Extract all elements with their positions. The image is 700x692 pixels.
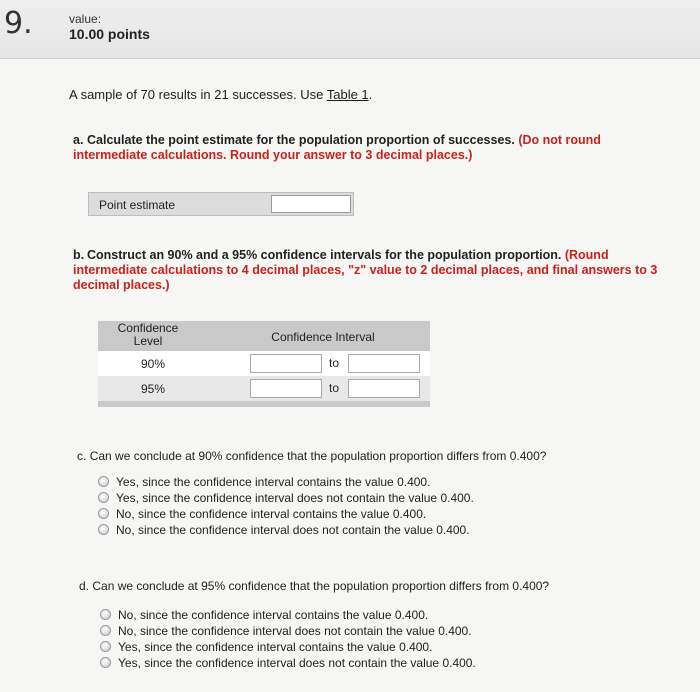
to-label: to xyxy=(329,356,340,370)
intro-text: A sample of 70 results in 21 successes. Use xyxy=(69,87,327,102)
points-value: 10.00 points xyxy=(69,26,150,42)
table-footer xyxy=(98,401,430,407)
radio-button[interactable] xyxy=(100,609,111,620)
question-number: 9. xyxy=(4,6,33,41)
confidence-level-95: 95% xyxy=(140,382,166,396)
header-confidence-level xyxy=(98,322,198,348)
part-d-question: Can we conclude at 95% confidence that the population proportion differs from 0.400? xyxy=(92,579,550,593)
radio-button[interactable] xyxy=(98,476,109,487)
part-c-question: Can we conclude at 90% confidence that the population proportion differs from 0.400? xyxy=(89,449,547,463)
radio-button[interactable] xyxy=(98,508,109,519)
to-label: to xyxy=(329,381,340,395)
part-c-letter: c. xyxy=(77,449,87,463)
intro-suffix: . xyxy=(368,87,373,102)
header-confidence-interval: Confidence Interval xyxy=(271,330,375,344)
radio-button[interactable] xyxy=(98,492,109,503)
question-intro xyxy=(69,87,372,102)
confidence-level-90: 90% xyxy=(140,357,166,371)
value-label: value: xyxy=(69,12,102,26)
part-c-option-4[interactable] xyxy=(98,522,474,538)
part-c-option-1[interactable] xyxy=(98,474,474,490)
option-label: No, since the confidence interval contains the value 0.400. xyxy=(118,608,429,622)
part-d-options xyxy=(100,607,476,671)
radio-button[interactable] xyxy=(100,657,111,668)
part-c-options xyxy=(98,474,474,538)
part-b-text: Construct an 90% and a 95% confidence intervals for the population proportion. xyxy=(87,248,565,262)
part-d-letter: d. xyxy=(79,579,90,593)
confidence-interval-table xyxy=(98,321,430,407)
ci-95-upper-input[interactable] xyxy=(348,379,420,398)
option-label: Yes, since the confidence interval does not contain the value 0.400. xyxy=(118,656,476,670)
part-c-option-2[interactable] xyxy=(98,490,474,506)
ci-90-lower-input[interactable] xyxy=(250,354,322,373)
option-label: Yes, since the confidence interval contains the value 0.400. xyxy=(116,475,431,489)
option-label: No, since the confidence interval does not contain the value 0.400. xyxy=(116,523,470,537)
table-header xyxy=(98,321,430,351)
header-level-line1: Confidence xyxy=(117,321,179,335)
part-d-option-4[interactable] xyxy=(100,655,476,671)
radio-button[interactable] xyxy=(100,625,111,636)
radio-button[interactable] xyxy=(100,641,111,652)
part-a-prompt xyxy=(73,133,673,163)
option-label: Yes, since the confidence interval does not contain the value 0.400. xyxy=(116,491,474,505)
part-d-option-2[interactable] xyxy=(100,623,476,639)
part-d-option-1[interactable] xyxy=(100,607,476,623)
part-d-prompt xyxy=(79,579,549,593)
ci-95-lower-input[interactable] xyxy=(250,379,322,398)
option-label: No, since the confidence interval contains the value 0.400. xyxy=(116,507,427,521)
point-estimate-row xyxy=(88,192,354,216)
part-a-text: Calculate the point estimate for the population proportion of successes. xyxy=(87,133,519,147)
part-b-instruction: (Round intermediate calculations to 4 decimal places, "z" value to 2 decimal places, and final answers to 3 decimal places.) xyxy=(73,248,658,292)
ci-90-upper-input[interactable] xyxy=(348,354,420,373)
point-estimate-label: Point estimate xyxy=(99,198,176,212)
table-1-link[interactable]: Table 1 xyxy=(326,87,369,102)
table-row xyxy=(98,351,430,376)
table-row xyxy=(98,376,430,401)
option-label: Yes, since the confidence interval contains the value 0.400. xyxy=(118,640,433,654)
question-header xyxy=(0,0,700,59)
part-c-option-3[interactable] xyxy=(98,506,474,522)
option-label: No, since the confidence interval does not contain the value 0.400. xyxy=(118,624,472,638)
part-a-letter: a. xyxy=(73,133,84,147)
part-a-instruction: (Do not round intermediate calculations. Round your answer to 3 decimal places.) xyxy=(73,133,601,162)
part-c-prompt xyxy=(77,449,546,463)
radio-button[interactable] xyxy=(98,524,109,535)
point-estimate-input[interactable] xyxy=(271,195,351,213)
part-d-option-3[interactable] xyxy=(100,639,476,655)
part-b-prompt xyxy=(73,248,673,293)
part-b-letter: b. xyxy=(73,248,85,262)
header-level-line2: Level xyxy=(133,334,163,348)
